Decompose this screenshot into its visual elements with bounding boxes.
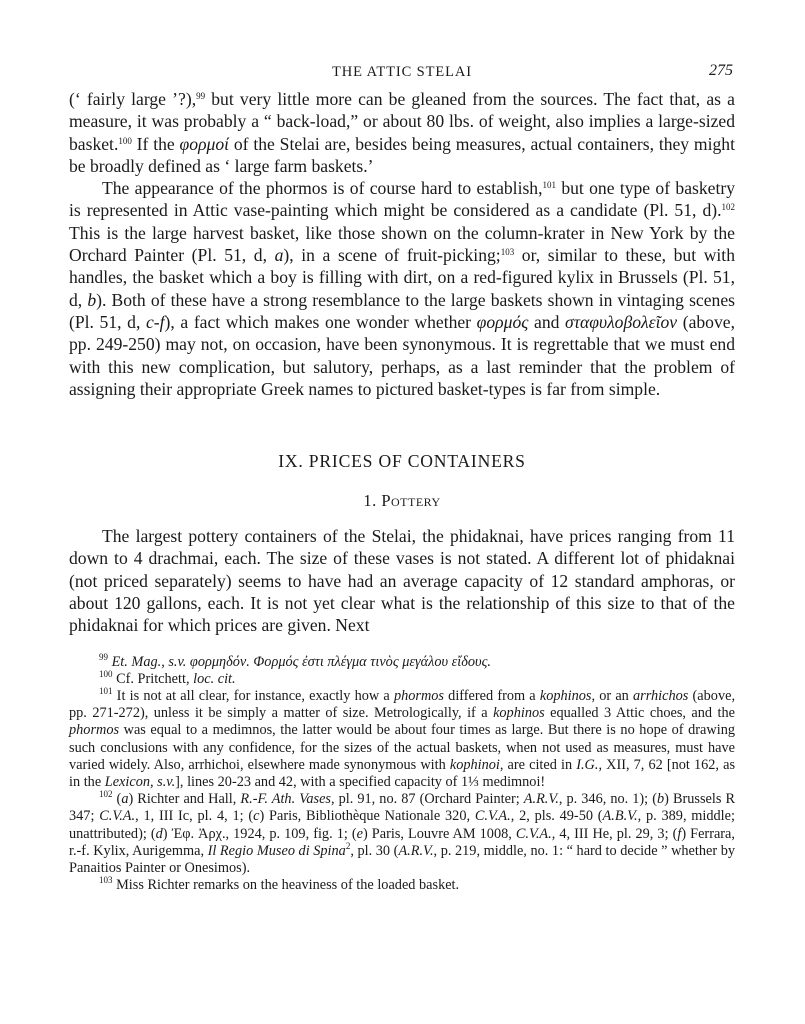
running-head [69,58,735,88]
subsection-name: Pottery [381,491,441,511]
footnote-102 [69,791,735,877]
text-run: The appearance of the phormos is of course hard to establish, [102,178,543,199]
footnote-103 [69,877,735,894]
footnote-101 [69,688,735,791]
text-run: , 2, pls. 49-50 ( [510,808,603,825]
text-run: kophinoi [449,756,500,773]
text-run: (‘ fairly large ’?), [69,89,197,109]
text-run: If the [131,133,180,154]
text-run: (above, pp. 249-250) may not, on occasion, have been synonymous. It is regrettable that we must end with this new complication, but salutory, perhaps, as a last reminder that the problem of assigning their appropriate Greek names to pictured basket-types is far from simple. [69,311,735,399]
note-ref: 103 [99,875,113,886]
footnote-100 [69,668,735,688]
text-run: I.G. [576,756,599,773]
text-run: The largest pottery containers of the Stelai, the phidaknai, have prices ranging from 11 down to 4 drachmai, each. The size of these vases is not stated. A different lot of phidaknai (not priced separately) seems to have had an average capacity of 12 standard amphoras, or about 120 gallons, each. It is not yet clear what is the relationship of this size to that of the phidaknai for which prices are given. Next [69,526,735,636]
text-run: b [656,791,665,808]
text-run: and [528,311,566,332]
text-run: ) Richter and Hall, [128,791,241,808]
text-run: C.V.A. [474,808,511,825]
text-run: , p. 219, middle, no. 1: “ hard to decide ” whether by Panaitios Painter or Onesimos). [69,842,735,877]
text-run: c [253,808,260,825]
text-run: equalled 3 Attic choes, and the [544,705,735,722]
text-run: , are cited in [499,756,577,773]
text-run: , pl. 30 ( [350,842,399,859]
text-run: loc. cit. [193,670,236,687]
text-run: but one type of basketry is represented in Attic vase-painting which might be considered as a candidate (Pl. 51, d). [69,178,735,221]
note-ref: 99 [196,91,206,101]
text-run: ). Both of these have a strong resemblance to the large baskets shown in vintaging scenes (Pl. 51, d, [69,289,736,332]
text-run: of the Stelai are, besides being measures, actual containers, they might be broadly defined as ‘ large farm baskets.’ [69,133,735,176]
text-run: or, similar to these, but with handles, the basket which a boy is filling with dirt, on a red-figured kylix in Brussels (Pl. 51, d, [69,245,735,310]
note-ref: 101 [542,180,557,191]
text-run: phormos [393,688,444,705]
text-run: , 4, III He, pl. 29, 3; ( [551,825,678,842]
text-run: C.V.A. [99,808,136,825]
text-run: , XII, 7, 62 [not 162, as in the [69,756,736,791]
page [69,58,735,894]
text-run: differed from a [443,688,540,705]
note-ref: 100 [118,135,132,146]
text-run: A.R.V. [523,791,559,808]
text-run: R.-F. Ath. Vases [240,791,331,808]
text-run: c-f [145,311,165,332]
text-run: phormos [69,722,120,739]
text-run: ), a fact which makes one wonder whether [164,311,477,332]
text-run: Cf. Pritchett, [112,670,194,687]
text-run: φορμοί [179,133,230,154]
paragraph-1 [69,88,735,177]
running-head-title: THE ATTIC STELAI [331,64,473,80]
footnotes [69,651,736,895]
text-run: a [121,791,129,808]
text-run: ) Paris, Bibliothèque Nationale 320, [259,808,475,825]
page-number: 275 [709,62,733,79]
text-run: ), in a scene of fruit-picking; [283,245,501,266]
text-run: f [677,825,682,842]
text-run: Φορμός ἐστι πλέγμα τινὸς μεγάλου εἴδους. [253,653,491,670]
paragraph-2 [69,177,735,400]
text-run: kophinos [539,688,592,705]
text-run: ( [112,791,122,808]
subsection-number: 1. [363,491,377,511]
note-ref: 102 [99,789,113,800]
note-ref: 99 [99,651,108,662]
text-run: Et. Mag., s.v. φορμηδόν. [111,653,250,670]
text-run: ) Ἐφ. Ἀρχ., 1924, p. 109, fig. 1; ( [162,825,357,842]
note-ref: 102 [721,202,735,213]
text-run: a [274,245,284,266]
text-run: ) Paris, Louvre AM 1008, [363,825,516,842]
note-ref: 2 [345,840,351,851]
text-run: It is not at all clear, for instance, exactly how a [112,688,394,705]
text-run: was equal to a medimnos, the latter would be about four times as large. But there is no hope of drawing such conclusions with any confidence, for the sizes of the actual baskets, when not used as measures, must have varied widely. Also, arrhichoi, elsewhere made synonymous with [69,722,735,773]
text-run: but very little more can be gleaned from the sources. The fact that, as a measure, it was probably a “ back-load,” or about 80 lbs. of weight, also implies a large-sized basket. [69,89,735,154]
text-run: , or an [591,688,633,705]
text-run: A.R.V. [398,842,434,859]
text-run: (above, pp. 271-272), unless it be simply a matter of size. Metrologically, if a [69,688,736,722]
text-run: d [155,825,163,842]
text-run: , p. 389, middle; unattributed); ( [69,808,735,842]
text-run: kophinos [493,705,545,722]
note-ref: 100 [99,668,113,679]
text-run: φορμός [476,311,529,332]
note-ref: 103 [500,247,515,258]
text-run: , pl. 91, no. 87 (Orchard Painter; [330,791,524,808]
text-run: ) Ferrara, r.-f. Kylix, Aurigemma, [69,825,735,859]
footnote-99 [69,651,735,671]
text-run: This is the large harvest basket, like those shown on the column-krater in New York by the Orchard Painter (Pl. 51, d, [69,222,735,266]
text-run: arrhichos [633,688,689,705]
main-text [69,88,735,637]
text-run: Il Regio Museo di Spina [207,842,346,859]
text-run: ], lines 20-23 and 42, with a specified capacity of 1⅓ medimnoi! [175,774,546,791]
note-ref: 101 [99,686,113,697]
text-run: σταφυλοβολεῖον [565,311,678,332]
text-run: C.V.A. [515,825,552,842]
text-run: ) Brussels R 347; [69,791,736,825]
text-run: b [87,289,97,310]
section-title: IX. PRICES OF CONTAINERS [278,451,526,472]
text-run: A.B.V. [602,808,638,825]
text-run: , 1, III Ic, pl. 4, 1; ( [135,808,254,825]
text-run: e [356,825,363,842]
text-run: Miss Richter remarks on the heaviness of the loaded basket. [112,877,460,894]
section-paragraph [69,525,735,636]
subsection-title [69,491,735,511]
text-run: , p. 346, no. 1); ( [558,791,657,808]
text-run: Lexicon, s.v. [104,774,176,791]
